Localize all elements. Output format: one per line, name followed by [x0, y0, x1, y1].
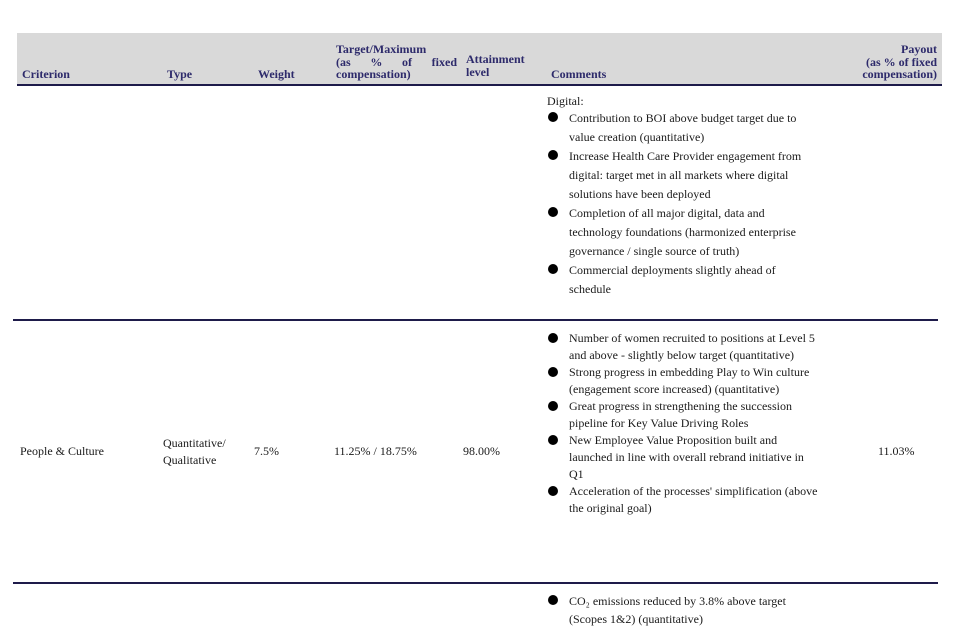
list-item: [547, 204, 819, 261]
list-item: [547, 261, 819, 299]
header-attainment-level: [466, 53, 525, 78]
people-target-maximum: 11.25% / 18.75%: [334, 444, 417, 458]
digital-label: Digital:: [547, 94, 584, 108]
list-item: [547, 483, 819, 517]
digital-bullet-list: [547, 109, 819, 299]
environment-bullet-list: [547, 592, 819, 628]
header-attainment-line2: level: [466, 64, 490, 79]
header-target-line1: Target/Maximum: [336, 43, 427, 56]
people-type-line1: Quantitative/: [163, 436, 226, 450]
list-item: [547, 432, 819, 483]
list-item: [547, 364, 819, 398]
bullet-text: Strong progress in embedding Play to Win culture (engagement score increased) (quantitative): [569, 365, 810, 396]
bullet-text: CO₂ emissions reduced by 3.8% above target (Scopes 1&2) (quantitative): [569, 594, 786, 626]
header-payout: [830, 43, 937, 85]
list-item: [547, 398, 819, 432]
header-payout-line1: Payout: [901, 43, 937, 56]
header-type: Type: [167, 67, 193, 81]
bullet-text: New Employee Value Proposition built and launched in line with overall rebrand initiative in Q1: [569, 433, 804, 481]
bullet-icon: [548, 486, 558, 496]
bullet-text: Contribution to BOI above budget target due to value creation (quantitative): [569, 111, 797, 144]
bullet-icon: [548, 264, 558, 274]
header-criterion: Criterion: [22, 67, 70, 81]
row-separator: [13, 319, 938, 321]
header-attainment-line1: Attainment: [466, 52, 525, 66]
bullet-text: Great progress in strengthening the succession pipeline for Key Value Driving Roles: [569, 399, 792, 430]
people-payout: 11.03%: [878, 444, 915, 458]
header-comments: Comments: [551, 67, 607, 81]
header-target-line2: (as % of fixed: [336, 54, 457, 69]
header-target-line3: compensation): [336, 67, 411, 81]
bullet-icon: [548, 150, 558, 160]
list-item: [547, 592, 819, 628]
people-bullet-list: [547, 330, 819, 517]
people-weight: 7.5%: [254, 444, 279, 458]
bullet-icon: [548, 112, 558, 122]
people-type: [163, 435, 226, 469]
list-item: [547, 109, 819, 147]
header-target-maximum: [336, 43, 460, 85]
bullet-icon: [548, 401, 558, 411]
bullet-icon: [548, 207, 558, 217]
header-bottom-rule: [17, 84, 942, 86]
list-item: [547, 330, 819, 364]
bullet-icon: [548, 435, 558, 445]
bullet-icon: [548, 367, 558, 377]
people-type-line2: Qualitative: [163, 453, 217, 467]
bullet-text: Completion of all major digital, data and technology foundations (harmonized enterprise governance / single source of truth): [569, 206, 796, 258]
bullet-text: Commercial deployments slightly ahead of schedule: [569, 263, 776, 296]
bullet-text: Number of women recruited to positions at Level 5 and above - slightly below target (quantitative): [569, 331, 815, 362]
people-attainment: 98.00%: [463, 444, 500, 458]
bullet-icon: [548, 333, 558, 343]
row-separator: [13, 582, 938, 584]
header-payout-line3: compensation): [862, 67, 937, 81]
header-weight: Weight: [258, 67, 295, 81]
bullet-icon: [548, 595, 558, 605]
list-item: [547, 147, 819, 204]
header-payout-line2: (as % of fixed: [866, 54, 937, 69]
bullet-text: Acceleration of the processes' simplification (above the original goal): [569, 484, 818, 515]
bullet-text: Increase Health Care Provider engagement from digital: target met in all markets where digital solutions have been deployed: [569, 149, 802, 201]
people-criterion: People & Culture: [20, 444, 104, 458]
